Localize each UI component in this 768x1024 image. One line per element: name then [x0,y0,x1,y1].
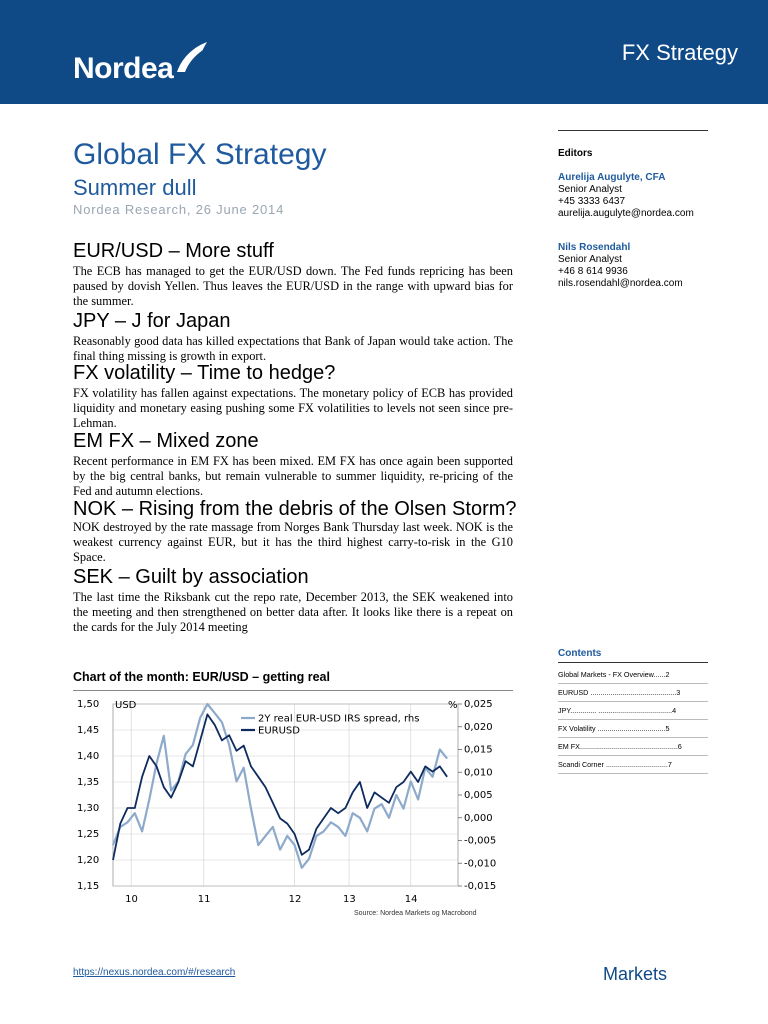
toc-item[interactable]: EURUSD ...........................................3 [558,684,708,702]
sail-logo-icon [171,38,211,78]
section-body-nok: NOK destroyed by the rate massage from Norges Bank Thursday last week. NOK is the weakest currency against EUR, but it has the third highest carry-to-risk in the G10 Space. [73,520,513,564]
y2-tick-label: 0,010 [464,767,493,779]
logo-text: Nordea [73,52,174,85]
section-heading-nok: NOK – Rising from the debris of the Olsen Storm? [73,498,517,520]
y2-tick-label: 0,015 [464,744,493,756]
page-subtitle: Summer dull [73,175,197,200]
left-axis-unit: USD [115,700,137,711]
x-tick-label: 11 [197,894,211,905]
y-tick-label: 1,40 [77,751,100,762]
eurusd-chart [73,692,513,910]
editors-heading: Editors [558,148,593,159]
contents-heading: Contents [558,648,602,659]
right-axis-unit: % [448,700,458,711]
y-tick-label: 1,50 [77,699,100,710]
section-heading-eurusd: EUR/USD – More stuff [73,240,274,262]
page-header [0,0,768,104]
y2-tick-label: 0,005 [464,790,493,801]
section-body-jpy: Reasonably good data has killed expectations that Bank of Japan would take action. The final thing missing is growth in export. [73,334,513,363]
editor-phone[interactable]: +46 8 614 9936 [558,266,628,277]
y-tick-label: 1,30 [77,803,100,814]
x-tick-label: 10 [125,894,138,905]
section-heading-em-fx: EM FX – Mixed zone [73,430,259,452]
editor-card [558,172,694,220]
nordea-logo [73,38,211,84]
editor-email[interactable]: nils.rosendahl@nordea.com [558,278,683,289]
toc-item[interactable]: FX Volatility ..................................5 [558,720,708,738]
editor-card [558,242,683,290]
section-heading-fx-volatility: FX volatility – Time to hedge? [73,362,336,384]
chart-title: Chart of the month: EUR/USD – getting real [73,670,330,684]
chart-container [73,692,513,922]
toc-item[interactable]: Scandi Corner ...............................7 [558,756,708,774]
section-body-eurusd: The ECB has managed to get the EUR/USD down. The Fed funds repricing has been paused by dovish Yellen. Thus leaves the EUR/USD in the range with upward bias for the summer. [73,264,513,308]
section-body-sek: The last time the Riksbank cut the repo rate, December 2013, the SEK weakened into the meeting and then strengthened on better data after. It looks like there is a repeat on the cards for the July 2014 meeting [73,590,513,634]
editor-phone[interactable]: +45 3333 6437 [558,196,626,207]
y2-tick-label: 0,000 [464,812,493,824]
header-title: FX Strategy [621,40,738,65]
legend-label: 2Y real EUR-USD IRS spread, rhs [258,713,420,725]
y2-tick-label: -0,015 [464,881,497,892]
research-link[interactable]: https://nexus.nordea.com/#/research [73,967,236,978]
x-tick-label: 14 [404,894,418,905]
section-body-fx-volatility: FX volatility has fallen against expectations. The monetary policy of ECB has provided liquidity and monetary easing pushing some FX volatilities to levels not seen since pre-Lehman. [73,386,513,430]
toc-item[interactable]: Global Markets - FX Overview......2 [558,666,708,684]
y-tick-label: 1,35 [77,777,100,788]
y-tick-label: 1,25 [77,829,100,840]
editor-name: Nils Rosendahl [558,242,631,253]
sidebar-divider [558,130,708,131]
y2-tick-label: -0,010 [464,858,497,870]
x-tick-label: 13 [343,894,356,905]
chart-title-rule [73,690,513,691]
y2-tick-label: 0,025 [464,699,493,710]
x-tick-label: 12 [288,894,302,905]
chart-source: Source: Nordea Markets og Macrobond [354,910,477,917]
contents-divider [558,662,708,663]
legend-label: EURUSD [258,725,300,737]
table-of-contents [558,666,708,774]
y-tick-label: 1,45 [77,725,100,736]
y-tick-label: 1,20 [77,855,100,866]
markets-brand: Markets [603,964,668,984]
section-heading-sek: SEK – Guilt by association [73,566,309,588]
editor-role: Senior Analyst [558,254,622,265]
y2-tick-label: 0,020 [464,721,493,733]
toc-item[interactable]: EM FX.................................................6 [558,738,708,756]
toc-item[interactable]: JPY............. .....................................4 [558,702,708,720]
date-line: Nordea Research, 26 June 2014 [73,202,285,217]
editor-name: Aurelija Augulyte, CFA [558,172,666,183]
y-tick-label: 1,15 [77,881,100,892]
section-body-em-fx: Recent performance in EM FX has been mixed. EM FX has once again been supported by the big central banks, but remain vulnerable to summer liquidity, re-pricing of the Fed and autumn elections. [73,454,513,498]
section-heading-jpy: JPY – J for Japan [73,310,231,332]
editor-email[interactable]: aurelija.augulyte@nordea.com [558,208,694,219]
editor-role: Senior Analyst [558,184,622,195]
y2-tick-label: -0,005 [464,835,497,847]
page-title: Global FX Strategy [73,138,327,171]
